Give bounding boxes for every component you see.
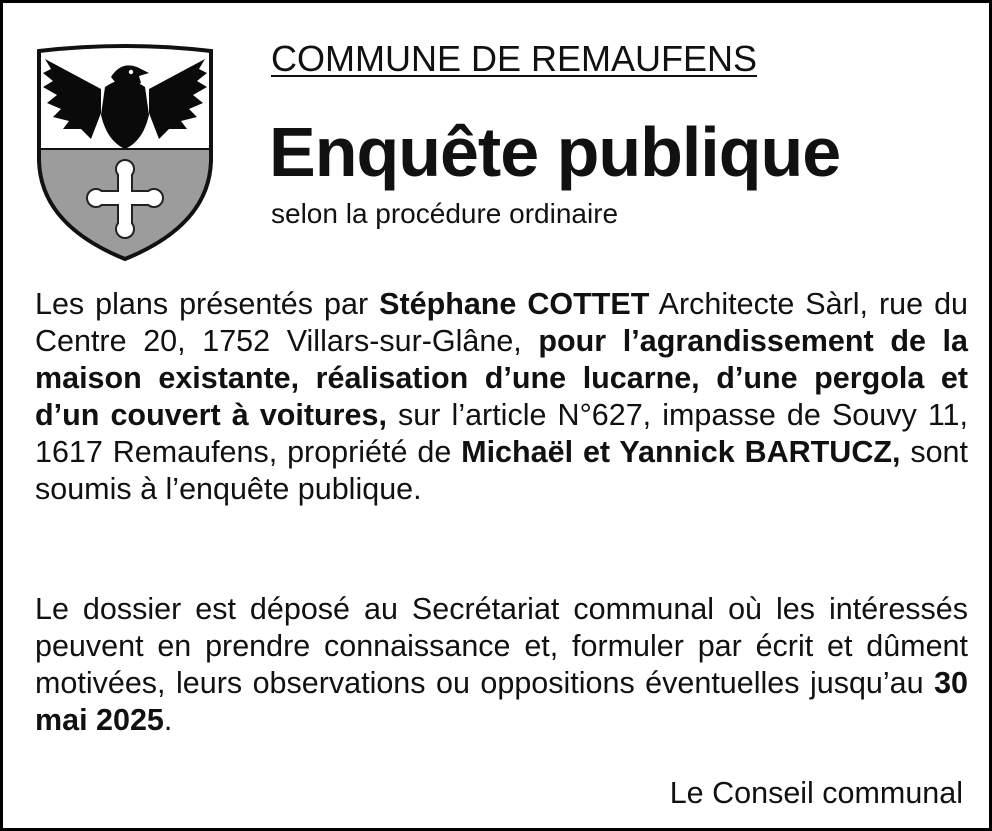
notice-title: Enquête publique <box>269 113 841 191</box>
p2-text-1: Le dossier est déposé au Secrétariat communal où les intéressés peuvent en prendre connaissance et, formuler par écrit et dûment motivées, leurs observations ou oppositions éventuelles jusqu’au <box>35 592 968 700</box>
owner-names: Michaël et Yannick BARTUCZ, <box>461 435 901 469</box>
deadline-date: 30 mai 2025 <box>35 666 968 737</box>
signature: Le Conseil communal <box>669 776 963 810</box>
p2-text-2: . <box>163 703 173 737</box>
dossier-paragraph <box>35 591 968 739</box>
plans-paragraph <box>35 286 968 508</box>
p1-text-4: sont soumis à l’enquête publique. <box>35 435 968 506</box>
p1-text-2: Architecte Sàrl, rue du Centre 20, 1752 Villars-sur-Glâne, <box>35 287 969 358</box>
project-description: pour l’agrandissement de la maison existante, réalisation d’une lucarne, d’une pergola et d’un couvert à voitures, <box>35 324 968 432</box>
commune-heading: COMMUNE DE REMAUFENS <box>271 38 758 79</box>
remaufens-crest <box>31 43 219 265</box>
eagle-eye <box>129 70 133 74</box>
p1-text-3: sur l’article N°627, impasse de Souvy 11, 1617 Remaufens, propriété de <box>35 398 968 469</box>
architect-name: Stéphane COTTET <box>379 287 650 321</box>
notice-subtitle: selon la procédure ordinaire <box>271 198 619 229</box>
p1-text-1: Les plans présentés par <box>35 287 380 321</box>
